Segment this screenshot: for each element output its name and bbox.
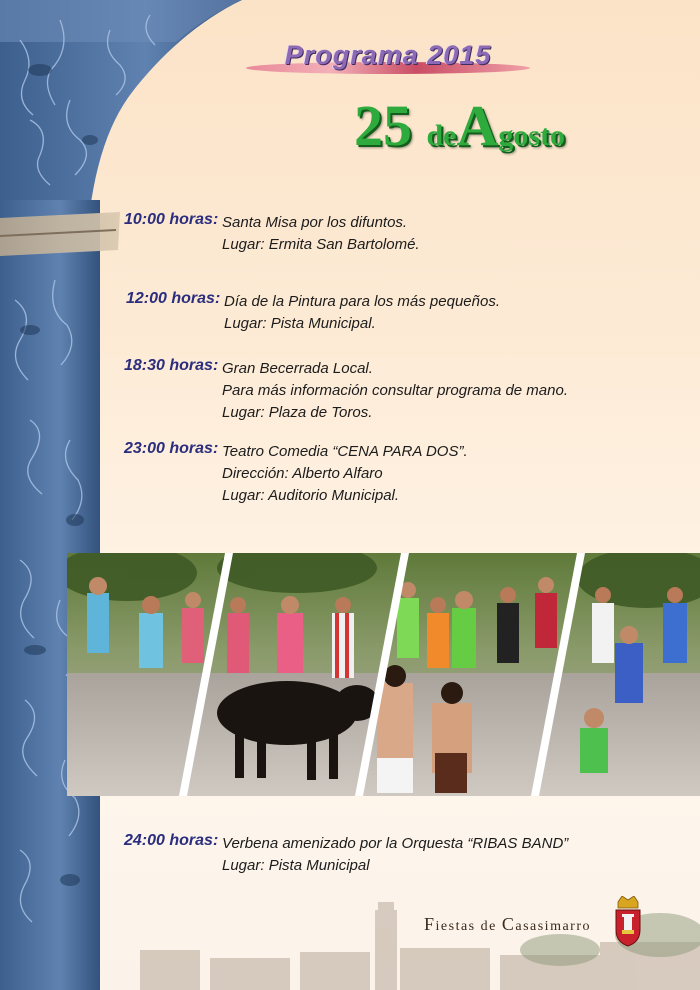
becerrada-photo-collage	[67, 553, 700, 796]
event-time: 23:00 horas:	[124, 440, 219, 457]
event-line: Santa Misa por los difuntos.	[222, 214, 408, 231]
event-line: Lugar: Pista Municipal	[222, 857, 370, 874]
footer-fiestas-rest: iestas de	[435, 919, 497, 934]
footer-signature	[424, 914, 591, 935]
footer-c-initial: C	[501, 914, 516, 934]
footer-f-initial: F	[424, 914, 436, 934]
event-line: Dirección: Alberto Alfaro	[222, 465, 383, 482]
event-line: Lugar: Pista Municipal.	[224, 315, 376, 332]
event-time: 10:00 horas:	[124, 211, 219, 228]
event-line: Verbena amenizado por la Orquesta “RIBAS BAND”	[222, 835, 569, 852]
event-line: Lugar: Plaza de Toros.	[222, 404, 373, 421]
event-time: 12:00 horas:	[126, 290, 221, 307]
event-time: 18:30 horas:	[124, 357, 219, 374]
date-heading	[354, 92, 644, 159]
town-skyline-decoration	[0, 880, 700, 990]
event-line: Lugar: Ermita San Bartolomé.	[222, 236, 420, 253]
date-month-rest: gosto	[498, 119, 566, 152]
event-line: Para más información consultar programa de mano.	[222, 382, 568, 399]
event-line: Gran Becerrada Local.	[222, 360, 373, 377]
event-line: Teatro Comedia “CENA PARA DOS”.	[222, 443, 468, 460]
program-label: Programa 2015	[284, 40, 492, 70]
event-time: 24:00 horas:	[124, 832, 219, 849]
program-year-banner	[246, 40, 530, 76]
date-number: 25	[354, 93, 412, 158]
date-de: de	[426, 119, 457, 152]
event-line: Día de la Pintura para los más pequeños.	[224, 293, 500, 310]
date-month-initial: A	[456, 93, 499, 158]
coat-of-arms-icon	[612, 896, 644, 948]
event-line: Lugar: Auditorio Municipal.	[222, 487, 400, 504]
footer-casasimarro-rest: asasimarro	[515, 919, 592, 934]
